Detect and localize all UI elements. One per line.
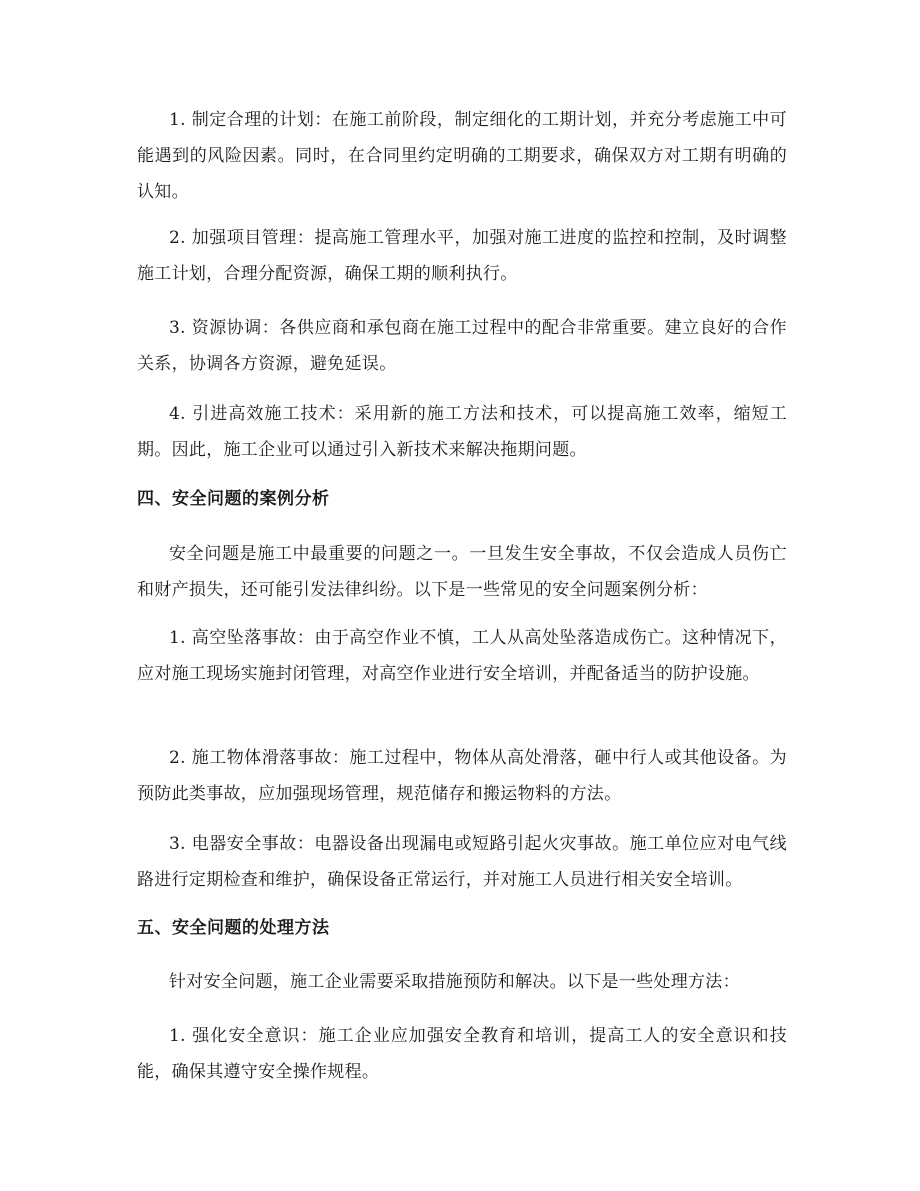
- list-item: 1. 制定合理的计划：在施工前阶段，制定细化的工期计划，并充分考虑施工中可能遇到的风险因素。同时，在合同里约定明确的工期要求，确保双方对工期有明确的认知。: [137, 110, 787, 202]
- list-item: 3. 电器安全事故：电器设备出现漏电或短路引起火灾事故。施工单位应对电气线路进行定期检查和维护，确保设备正常运行，并对施工人员进行相关安全培训。: [137, 834, 787, 890]
- list-item: 2. 加强项目管理：提高施工管理水平，加强对施工进度的监控和控制，及时调整施工计划，合理分配资源，确保工期的顺利执行。: [137, 228, 787, 284]
- section-intro: 针对安全问题，施工企业需要采取措施预防和解决。以下是一些处理方法：: [169, 972, 740, 992]
- section-intro: 安全问题是施工中最重要的问题之一。一旦发生安全事故，不仅会造成人员伤亡和财产损失，还可能引发法律纠纷。以下是一些常见的安全问题案例分析：: [137, 544, 787, 600]
- list-item: 4. 引进高效施工技术：采用新的施工方法和技术，可以提高施工效率，缩短工期。因此，施工企业可以通过引入新技术来解决拖期问题。: [137, 404, 787, 460]
- section-heading: 五、安全问题的处理方法: [137, 918, 330, 938]
- list-item: 1. 高空坠落事故：由于高空作业不慎，工人从高处坠落造成伤亡。这种情况下，应对施工现场实施封闭管理，对高空作业进行安全培训，并配备适当的防护设施。: [137, 628, 787, 684]
- list-item: 3. 资源协调：各供应商和承包商在施工过程中的配合非常重要。建立良好的合作关系，协调各方资源，避免延误。: [137, 318, 787, 374]
- section-heading: 四、安全问题的案例分析: [137, 489, 330, 509]
- list-item: 2. 施工物体滑落事故：施工过程中，物体从高处滑落，砸中行人或其他设备。为预防此类事故，应加强现场管理，规范储存和搬运物料的方法。: [137, 748, 787, 804]
- list-item: 1. 强化安全意识：施工企业应加强安全教育和培训，提高工人的安全意识和技能，确保其遵守安全操作规程。: [137, 1026, 787, 1082]
